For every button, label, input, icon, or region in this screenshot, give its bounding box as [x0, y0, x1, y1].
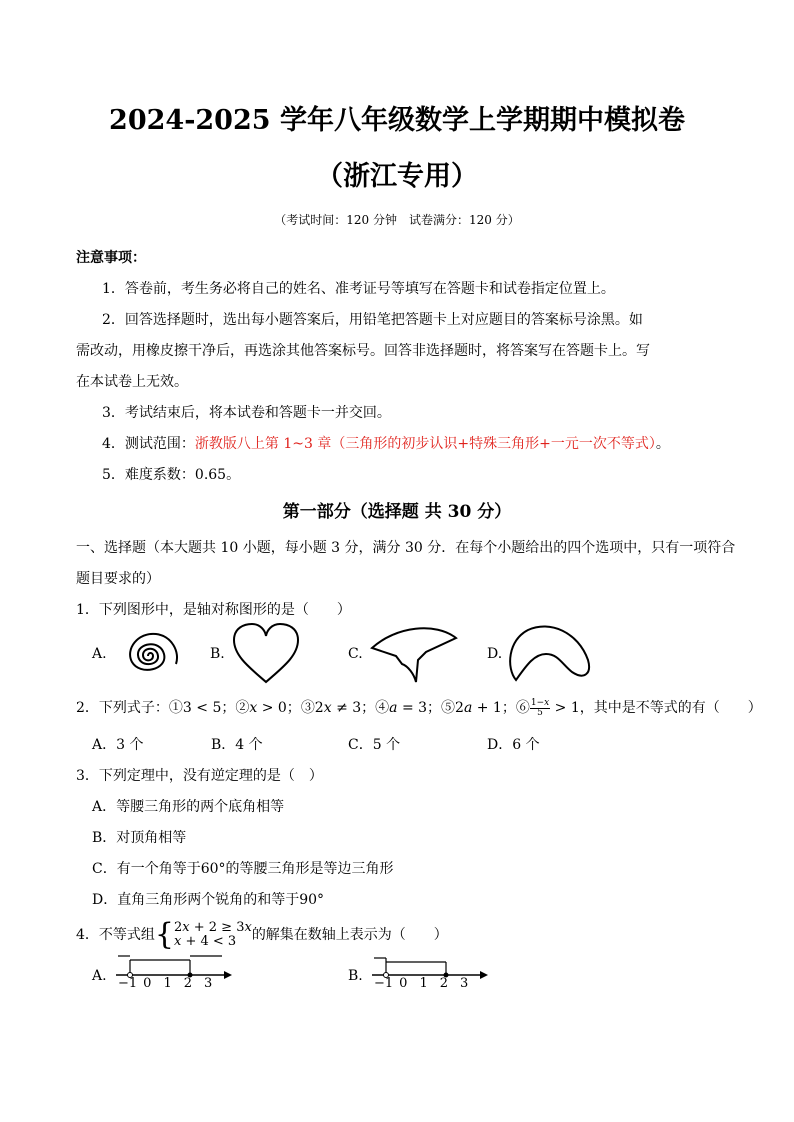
q2-stem — [76, 697, 762, 718]
note-2b: 需改动，用橡皮擦干净后，再选涂其他答案标号。回答非选择题时，将答案写在答题卡上。写 — [76, 343, 650, 359]
crescent-icon — [506, 622, 596, 684]
q1-label-b: B. — [210, 646, 225, 662]
note-4 — [102, 433, 670, 453]
spiral-icon — [110, 624, 186, 684]
tick-label: 2 — [183, 976, 193, 991]
number-line-b-ticks — [374, 976, 468, 991]
exam-meta: （考试时间：120 分钟 试卷满分：120 分） — [274, 213, 520, 227]
q4-system — [174, 921, 252, 949]
tick-label: 1 — [419, 976, 428, 991]
q4-line-1: 2𝑥 + 2 ≥ 3𝑥 — [174, 920, 252, 935]
note-1: 1．答卷前，考生务必将自己的姓名、准考证号等填写在答题卡和试卷指定位置上。 — [102, 281, 615, 297]
q2-expr-1: ①3 < 5； — [168, 700, 236, 716]
exam-title: 2024-2025 学年八年级数学上学期期中模拟卷 — [109, 105, 685, 136]
q4-suffix: 的解集在数轴上表示为（ ） — [251, 927, 448, 943]
q2-prefix: 2．下列式子： — [76, 700, 169, 716]
q4-label-a: A. — [92, 968, 107, 984]
q2-expr-2: ②𝑥 > 0； — [235, 700, 301, 716]
q2-fraction-den: 5 — [537, 707, 543, 718]
q1-stem: 1．下列图形中，是轴对称图形的是（ ） — [76, 602, 351, 618]
q4-brace: { — [154, 917, 175, 952]
note-4-range: 浙教版八上第 1~3 章（三角形的初步认识+特殊三角形+一元一次不等式） — [194, 436, 656, 452]
q3-option-d: D．直角三角形两个锐角的和等于90° — [92, 892, 325, 908]
notes-heading: 注意事项： — [76, 250, 146, 266]
number-line-a-ticks — [118, 976, 212, 991]
tick-label: −1 — [374, 976, 394, 991]
note-3: 3．考试结束后，将本试卷和答题卡一并交回。 — [102, 405, 391, 421]
q2-option-d: D．6 个 — [487, 737, 540, 753]
heart-icon — [230, 622, 302, 684]
q4-line-2: 𝑥 + 4 < 3 — [174, 934, 237, 949]
q4-prefix: 4．不等式组 — [76, 927, 155, 943]
q3-option-b: B．对顶角相等 — [92, 830, 187, 846]
q1-label-a: A. — [92, 646, 107, 662]
q2-expr-6-prefix: ⑥ — [515, 700, 530, 716]
note-2c: 在本试卷上无效。 — [76, 374, 188, 390]
q3-option-a: A．等腰三角形的两个底角相等 — [92, 799, 285, 815]
q1-label-c: C. — [348, 646, 363, 662]
part1-intro-a: 一、选择题（本大题共 10 小题，每小题 3 分，满分 30 分．在每个小题给出的四个选项中，只有一项符合 — [76, 540, 736, 556]
q4-label-b: B. — [348, 968, 363, 984]
part1-intro-b: 题目要求的） — [76, 571, 160, 587]
q2-option-a: A．3 个 — [92, 737, 144, 753]
q1-label-d: D. — [487, 646, 503, 662]
tick-label: 2 — [439, 976, 449, 991]
exam-subtitle: （浙江专用） — [316, 161, 478, 192]
fan-icon — [366, 622, 460, 684]
q2-expr-6-suffix: > 1，其中是不等式的有（ ） — [550, 700, 762, 716]
q2-expr-3: ③2𝑥 ≠ 3； — [300, 700, 376, 716]
q2-fraction — [530, 699, 550, 718]
note-2a: 2．回答选择题时，选出每小题答案后，用铅笔把答题卡上对应题目的答案标号涂黑。如 — [102, 312, 643, 328]
tick-label: 0 — [143, 976, 152, 991]
note-4-prefix: 4．测试范围： — [102, 436, 195, 452]
tick-label: 1 — [163, 976, 172, 991]
q4-stem — [76, 917, 448, 952]
q2-fraction-num: 1−𝑥 — [530, 697, 550, 708]
q2-expr-5: ⑤2𝑎 + 1； — [441, 700, 516, 716]
note-4-suffix: 。 — [655, 436, 670, 452]
tick-label: −1 — [118, 976, 138, 991]
q2-option-c: C．5 个 — [348, 737, 401, 753]
q2-option-b: B．4 个 — [211, 737, 263, 753]
section-title: 第一部分（选择题 共 30 分） — [282, 502, 512, 522]
tick-label: 3 — [204, 976, 213, 991]
q3-option-c: C．有一个角等于60°的等腰三角形是等边三角形 — [92, 861, 394, 877]
tick-label: 0 — [399, 976, 408, 991]
tick-label: 3 — [460, 976, 469, 991]
note-5: 5．难度系数：0.65。 — [102, 467, 241, 483]
q2-expr-4: ④𝑎 = 3； — [375, 700, 442, 716]
q3-stem: 3．下列定理中，没有逆定理的是（ ） — [76, 768, 323, 784]
